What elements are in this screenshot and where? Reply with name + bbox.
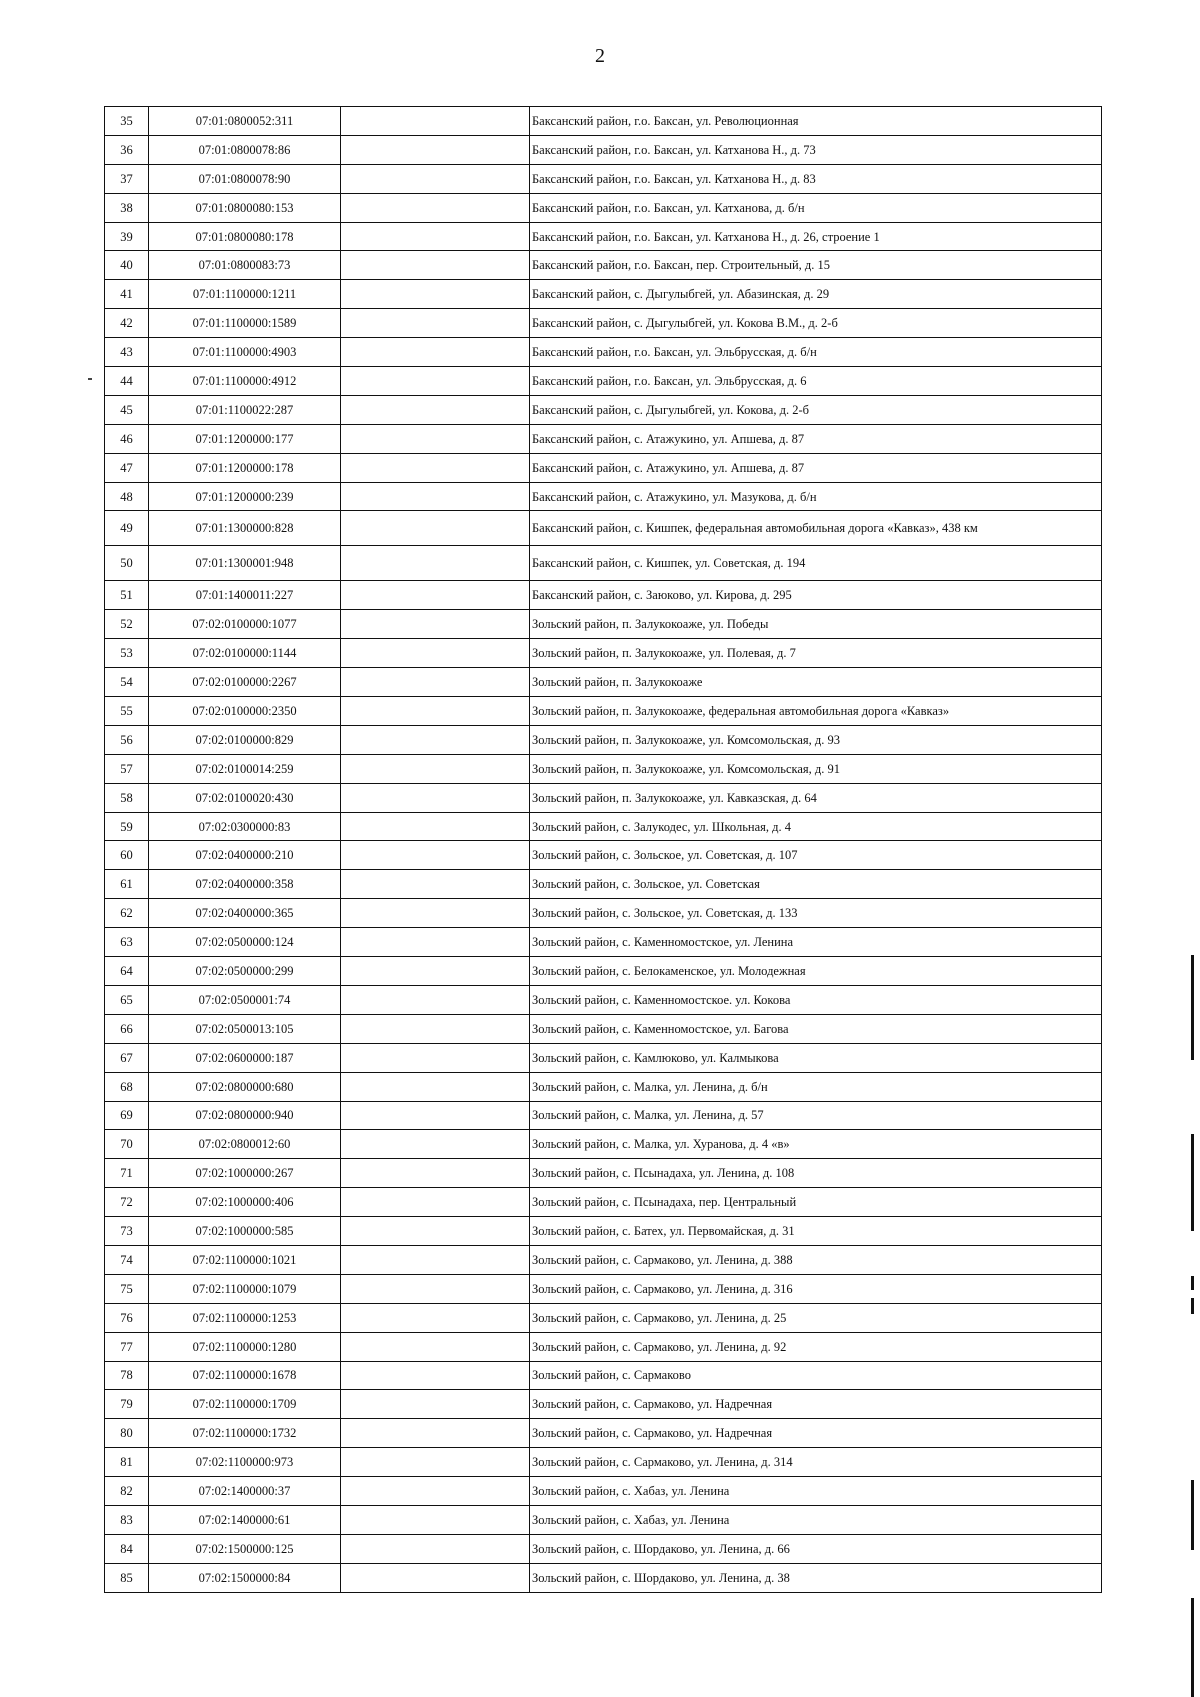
cadastral-number-cell: 07:02:0500001:74 xyxy=(149,985,341,1014)
address-cell: Баксанский район, г.о. Баксан, ул. Эльбрусская, д. б/н xyxy=(530,338,1102,367)
row-number-cell: 80 xyxy=(105,1419,149,1448)
table-row xyxy=(105,1245,1102,1274)
address-cell: Баксанский район, с. Дыгулыбгей, ул. Кокова, д. 2-б xyxy=(530,395,1102,424)
cadastral-number-cell: 07:02:0100000:829 xyxy=(149,725,341,754)
cadastral-number-cell: 07:02:0100014:259 xyxy=(149,754,341,783)
row-number-cell: 39 xyxy=(105,222,149,251)
empty-cell xyxy=(341,1303,530,1332)
address-cell: Зольский район, с. Малка, ул. Хуранова, д. 4 «в» xyxy=(530,1130,1102,1159)
cadastral-number-cell: 07:02:1400000:37 xyxy=(149,1477,341,1506)
cadastral-number-cell: 07:02:0500000:299 xyxy=(149,957,341,986)
empty-cell xyxy=(341,1477,530,1506)
row-number-cell: 68 xyxy=(105,1072,149,1101)
empty-cell xyxy=(341,812,530,841)
table-row xyxy=(105,1505,1102,1534)
row-number-cell: 64 xyxy=(105,957,149,986)
address-cell: Зольский район, п. Залукокоаже, ул. Комсомольская, д. 93 xyxy=(530,725,1102,754)
land-plot-table xyxy=(104,106,1102,1593)
empty-cell xyxy=(341,783,530,812)
table-row xyxy=(105,395,1102,424)
address-cell: Зольский район, с. Камлюково, ул. Калмыкова xyxy=(530,1043,1102,1072)
table-body xyxy=(105,107,1102,1593)
empty-cell xyxy=(341,222,530,251)
cadastral-number-cell: 07:01:1200000:178 xyxy=(149,453,341,482)
row-number-cell: 56 xyxy=(105,725,149,754)
cadastral-number-cell: 07:02:1400000:61 xyxy=(149,1505,341,1534)
address-cell: Зольский район, с. Сармаково, ул. Ленина, д. 314 xyxy=(530,1448,1102,1477)
address-cell: Зольский район, с. Шордаково, ул. Ленина, д. 66 xyxy=(530,1534,1102,1563)
row-number-cell: 37 xyxy=(105,164,149,193)
table-row xyxy=(105,610,1102,639)
empty-cell xyxy=(341,511,530,546)
empty-cell xyxy=(341,985,530,1014)
table-row xyxy=(105,1130,1102,1159)
table-row xyxy=(105,367,1102,396)
cadastral-number-cell: 07:01:1200000:177 xyxy=(149,424,341,453)
row-number-cell: 81 xyxy=(105,1448,149,1477)
row-number-cell: 76 xyxy=(105,1303,149,1332)
row-number-cell: 70 xyxy=(105,1130,149,1159)
cadastral-number-cell: 07:01:1300001:948 xyxy=(149,546,341,581)
row-number-cell: 73 xyxy=(105,1217,149,1246)
table-row xyxy=(105,280,1102,309)
scan-edge-mark xyxy=(1191,1598,1194,1697)
address-cell: Зольский район, с. Псынадаха, ул. Ленина, д. 108 xyxy=(530,1159,1102,1188)
address-cell: Зольский район, с. Сармаково xyxy=(530,1361,1102,1390)
table-row xyxy=(105,783,1102,812)
empty-cell xyxy=(341,754,530,783)
row-number-cell: 60 xyxy=(105,841,149,870)
table-row xyxy=(105,899,1102,928)
address-cell: Зольский район, с. Сармаково, ул. Ленина, д. 388 xyxy=(530,1245,1102,1274)
address-cell: Баксанский район, г.о. Баксан, ул. Революционная xyxy=(530,107,1102,136)
address-cell: Зольский район, с. Каменномостское, ул. Ленина xyxy=(530,928,1102,957)
cadastral-number-cell: 07:02:1500000:125 xyxy=(149,1534,341,1563)
address-cell: Зольский район, с. Псынадаха, пер. Центральный xyxy=(530,1188,1102,1217)
row-number-cell: 67 xyxy=(105,1043,149,1072)
address-cell: Баксанский район, с. Дыгулыбгей, ул. Абазинская, д. 29 xyxy=(530,280,1102,309)
table-row xyxy=(105,1101,1102,1130)
row-number-cell: 71 xyxy=(105,1159,149,1188)
address-cell: Баксанский район, с. Кишпек, федеральная автомобильная дорога «Кавказ», 438 км xyxy=(530,511,1102,546)
row-number-cell: 82 xyxy=(105,1477,149,1506)
empty-cell xyxy=(341,697,530,726)
cadastral-number-cell: 07:02:1000000:406 xyxy=(149,1188,341,1217)
address-cell: Зольский район, с. Малка, ул. Ленина, д. б/н xyxy=(530,1072,1102,1101)
empty-cell xyxy=(341,1390,530,1419)
empty-cell xyxy=(341,395,530,424)
table-row xyxy=(105,870,1102,899)
row-number-cell: 40 xyxy=(105,251,149,280)
address-cell: Баксанский район, г.о. Баксан, ул. Катханова, д. б/н xyxy=(530,193,1102,222)
empty-cell xyxy=(341,164,530,193)
cadastral-number-cell: 07:02:1100000:1709 xyxy=(149,1390,341,1419)
row-number-cell: 59 xyxy=(105,812,149,841)
table-row xyxy=(105,985,1102,1014)
empty-cell xyxy=(341,1448,530,1477)
address-cell: Баксанский район, г.о. Баксан, ул. Эльбрусская, д. 6 xyxy=(530,367,1102,396)
table-row xyxy=(105,1419,1102,1448)
cadastral-number-cell: 07:02:0300000:83 xyxy=(149,812,341,841)
address-cell: Зольский район, с. Залукодес, ул. Школьная, д. 4 xyxy=(530,812,1102,841)
table-row xyxy=(105,957,1102,986)
table-row xyxy=(105,107,1102,136)
address-cell: Зольский район, с. Хабаз, ул. Ленина xyxy=(530,1505,1102,1534)
cadastral-number-cell: 07:02:0100020:430 xyxy=(149,783,341,812)
empty-cell xyxy=(341,1245,530,1274)
address-cell: Зольский район, с. Малка, ул. Ленина, д. 57 xyxy=(530,1101,1102,1130)
address-cell: Баксанский район, с. Кишпек, ул. Советская, д. 194 xyxy=(530,546,1102,581)
row-number-cell: 50 xyxy=(105,546,149,581)
empty-cell xyxy=(341,610,530,639)
cadastral-number-cell: 07:01:1100000:4912 xyxy=(149,367,341,396)
row-number-cell: 57 xyxy=(105,754,149,783)
address-cell: Зольский район, с. Сармаково, ул. Ленина, д. 92 xyxy=(530,1332,1102,1361)
address-cell: Зольский район, с. Шордаково, ул. Ленина, д. 38 xyxy=(530,1563,1102,1592)
row-number-cell: 75 xyxy=(105,1274,149,1303)
empty-cell xyxy=(341,1188,530,1217)
row-number-cell: 66 xyxy=(105,1014,149,1043)
table-row xyxy=(105,164,1102,193)
row-number-cell: 42 xyxy=(105,309,149,338)
empty-cell xyxy=(341,193,530,222)
empty-cell xyxy=(341,251,530,280)
table-row xyxy=(105,1072,1102,1101)
empty-cell xyxy=(341,1072,530,1101)
address-cell: Зольский район, с. Батех, ул. Первомайская, д. 31 xyxy=(530,1217,1102,1246)
scan-edge-mark xyxy=(1191,955,1194,1060)
empty-cell xyxy=(341,338,530,367)
scan-edge-mark xyxy=(1191,1298,1194,1314)
address-cell: Баксанский район, с. Атажукино, ул. Мазукова, д. б/н xyxy=(530,482,1102,511)
table-row xyxy=(105,1332,1102,1361)
address-cell: Зольский район, п. Залукокоаже, ул. Полевая, д. 7 xyxy=(530,639,1102,668)
table-row xyxy=(105,1217,1102,1246)
cadastral-number-cell: 07:01:0800080:178 xyxy=(149,222,341,251)
row-number-cell: 61 xyxy=(105,870,149,899)
empty-cell xyxy=(341,1419,530,1448)
cadastral-number-cell: 07:02:1500000:84 xyxy=(149,1563,341,1592)
row-number-cell: 51 xyxy=(105,581,149,610)
table-row xyxy=(105,1477,1102,1506)
table-row xyxy=(105,812,1102,841)
address-cell: Зольский район, с. Сармаково, ул. Надречная xyxy=(530,1390,1102,1419)
empty-cell xyxy=(341,899,530,928)
cadastral-number-cell: 07:02:0800000:680 xyxy=(149,1072,341,1101)
empty-cell xyxy=(341,1505,530,1534)
cadastral-number-cell: 07:01:1400011:227 xyxy=(149,581,341,610)
address-cell: Баксанский район, с. Атажукино, ул. Апшева, д. 87 xyxy=(530,453,1102,482)
table-row xyxy=(105,1448,1102,1477)
empty-cell xyxy=(341,1043,530,1072)
address-cell: Зольский район, п. Залукокоаже, ул. Победы xyxy=(530,610,1102,639)
cadastral-number-cell: 07:02:0400000:358 xyxy=(149,870,341,899)
empty-cell xyxy=(341,870,530,899)
empty-cell xyxy=(341,1101,530,1130)
address-cell: Зольский район, с. Каменномостское, ул. Багова xyxy=(530,1014,1102,1043)
row-number-cell: 78 xyxy=(105,1361,149,1390)
address-cell: Зольский район, с. Сармаково, ул. Надречная xyxy=(530,1419,1102,1448)
cadastral-number-cell: 07:01:1300000:828 xyxy=(149,511,341,546)
row-number-cell: 49 xyxy=(105,511,149,546)
cadastral-number-cell: 07:01:0800052:311 xyxy=(149,107,341,136)
empty-cell xyxy=(341,1563,530,1592)
table-row xyxy=(105,1159,1102,1188)
row-number-cell: 48 xyxy=(105,482,149,511)
address-cell: Зольский район, с. Каменномостское. ул. Кокова xyxy=(530,985,1102,1014)
cadastral-number-cell: 07:02:1100000:1280 xyxy=(149,1332,341,1361)
table-row xyxy=(105,453,1102,482)
cadastral-number-cell: 07:02:1100000:973 xyxy=(149,1448,341,1477)
row-number-cell: 84 xyxy=(105,1534,149,1563)
row-number-cell: 44 xyxy=(105,367,149,396)
row-number-cell: 72 xyxy=(105,1188,149,1217)
cadastral-number-cell: 07:02:0500000:124 xyxy=(149,928,341,957)
cadastral-number-cell: 07:02:0600000:187 xyxy=(149,1043,341,1072)
cadastral-number-cell: 07:02:0800000:940 xyxy=(149,1101,341,1130)
empty-cell xyxy=(341,639,530,668)
table-row xyxy=(105,725,1102,754)
table-row xyxy=(105,1390,1102,1419)
empty-cell xyxy=(341,135,530,164)
margin-tick xyxy=(88,378,92,380)
empty-cell xyxy=(341,1361,530,1390)
empty-cell xyxy=(341,1014,530,1043)
address-cell: Баксанский район, г.о. Баксан, ул. Катханова Н., д. 73 xyxy=(530,135,1102,164)
cadastral-number-cell: 07:02:1000000:585 xyxy=(149,1217,341,1246)
table-row xyxy=(105,581,1102,610)
table-row xyxy=(105,1274,1102,1303)
table-row xyxy=(105,639,1102,668)
table-row xyxy=(105,1361,1102,1390)
row-number-cell: 54 xyxy=(105,668,149,697)
cadastral-number-cell: 07:01:1100000:1589 xyxy=(149,309,341,338)
empty-cell xyxy=(341,367,530,396)
table-row xyxy=(105,841,1102,870)
cadastral-number-cell: 07:01:1100022:287 xyxy=(149,395,341,424)
row-number-cell: 79 xyxy=(105,1390,149,1419)
address-cell: Баксанский район, г.о. Баксан, ул. Катханова Н., д. 83 xyxy=(530,164,1102,193)
row-number-cell: 52 xyxy=(105,610,149,639)
cadastral-number-cell: 07:02:0100000:2350 xyxy=(149,697,341,726)
empty-cell xyxy=(341,1332,530,1361)
empty-cell xyxy=(341,581,530,610)
empty-cell xyxy=(341,309,530,338)
cadastral-number-cell: 07:02:0500013:105 xyxy=(149,1014,341,1043)
address-cell: Баксанский район, с. Дыгулыбгей, ул. Кокова В.М., д. 2-б xyxy=(530,309,1102,338)
row-number-cell: 55 xyxy=(105,697,149,726)
row-number-cell: 65 xyxy=(105,985,149,1014)
address-cell: Зольский район, п. Залукокоаже, ул. Комсомольская, д. 91 xyxy=(530,754,1102,783)
cadastral-number-cell: 07:02:0800012:60 xyxy=(149,1130,341,1159)
table-row xyxy=(105,309,1102,338)
table-row xyxy=(105,222,1102,251)
cadastral-number-cell: 07:02:0400000:210 xyxy=(149,841,341,870)
empty-cell xyxy=(341,1534,530,1563)
row-number-cell: 45 xyxy=(105,395,149,424)
table-row xyxy=(105,135,1102,164)
table-row xyxy=(105,482,1102,511)
cadastral-number-cell: 07:02:1100000:1678 xyxy=(149,1361,341,1390)
table-row xyxy=(105,1043,1102,1072)
row-number-cell: 85 xyxy=(105,1563,149,1592)
cadastral-number-cell: 07:01:1100000:1211 xyxy=(149,280,341,309)
table-row xyxy=(105,1563,1102,1592)
cadastral-number-cell: 07:02:1100000:1253 xyxy=(149,1303,341,1332)
table-row xyxy=(105,338,1102,367)
table-row xyxy=(105,546,1102,581)
row-number-cell: 77 xyxy=(105,1332,149,1361)
address-cell: Баксанский район, с. Атажукино, ул. Апшева, д. 87 xyxy=(530,424,1102,453)
empty-cell xyxy=(341,725,530,754)
address-cell: Баксанский район, г.о. Баксан, ул. Катханова Н., д. 26, строение 1 xyxy=(530,222,1102,251)
scan-edge-mark xyxy=(1191,1480,1194,1550)
table-row xyxy=(105,1303,1102,1332)
row-number-cell: 35 xyxy=(105,107,149,136)
row-number-cell: 63 xyxy=(105,928,149,957)
table-row xyxy=(105,1188,1102,1217)
row-number-cell: 74 xyxy=(105,1245,149,1274)
address-cell: Зольский район, с. Сармаково, ул. Ленина, д. 316 xyxy=(530,1274,1102,1303)
cadastral-number-cell: 07:01:0800078:86 xyxy=(149,135,341,164)
empty-cell xyxy=(341,424,530,453)
cadastral-number-cell: 07:02:0100000:1144 xyxy=(149,639,341,668)
empty-cell xyxy=(341,668,530,697)
row-number-cell: 38 xyxy=(105,193,149,222)
address-cell: Зольский район, с. Зольское, ул. Советская, д. 107 xyxy=(530,841,1102,870)
cadastral-number-cell: 07:01:0800080:153 xyxy=(149,193,341,222)
row-number-cell: 53 xyxy=(105,639,149,668)
empty-cell xyxy=(341,546,530,581)
cadastral-number-cell: 07:02:1000000:267 xyxy=(149,1159,341,1188)
address-cell: Зольский район, с. Зольское, ул. Советская, д. 133 xyxy=(530,899,1102,928)
empty-cell xyxy=(341,841,530,870)
page-number: 2 xyxy=(595,45,605,67)
row-number-cell: 43 xyxy=(105,338,149,367)
address-cell: Зольский район, с. Зольское, ул. Советская xyxy=(530,870,1102,899)
row-number-cell: 83 xyxy=(105,1505,149,1534)
address-cell: Баксанский район, г.о. Баксан, пер. Строительный, д. 15 xyxy=(530,251,1102,280)
cadastral-number-cell: 07:02:0100000:2267 xyxy=(149,668,341,697)
empty-cell xyxy=(341,1130,530,1159)
empty-cell xyxy=(341,107,530,136)
cadastral-number-cell: 07:02:1100000:1021 xyxy=(149,1245,341,1274)
empty-cell xyxy=(341,957,530,986)
table-row xyxy=(105,928,1102,957)
row-number-cell: 46 xyxy=(105,424,149,453)
cadastral-number-cell: 07:01:1200000:239 xyxy=(149,482,341,511)
cadastral-number-cell: 07:02:1100000:1079 xyxy=(149,1274,341,1303)
address-cell: Зольский район, п. Залукокоаже, федеральная автомобильная дорога «Кавказ» xyxy=(530,697,1102,726)
empty-cell xyxy=(341,280,530,309)
address-cell: Зольский район, с. Сармаково, ул. Ленина, д. 25 xyxy=(530,1303,1102,1332)
row-number-cell: 41 xyxy=(105,280,149,309)
scan-edge-mark xyxy=(1191,1276,1194,1290)
empty-cell xyxy=(341,1217,530,1246)
cadastral-number-cell: 07:01:0800078:90 xyxy=(149,164,341,193)
table-row xyxy=(105,251,1102,280)
table-row xyxy=(105,754,1102,783)
table-row xyxy=(105,697,1102,726)
row-number-cell: 36 xyxy=(105,135,149,164)
empty-cell xyxy=(341,928,530,957)
cadastral-number-cell: 07:02:0100000:1077 xyxy=(149,610,341,639)
empty-cell xyxy=(341,1159,530,1188)
empty-cell xyxy=(341,1274,530,1303)
address-cell: Зольский район, с. Белокаменское, ул. Молодежная xyxy=(530,957,1102,986)
address-cell: Зольский район, с. Хабаз, ул. Ленина xyxy=(530,1477,1102,1506)
table-row xyxy=(105,193,1102,222)
row-number-cell: 47 xyxy=(105,453,149,482)
empty-cell xyxy=(341,453,530,482)
cadastral-number-cell: 07:01:0800083:73 xyxy=(149,251,341,280)
cadastral-number-cell: 07:02:0400000:365 xyxy=(149,899,341,928)
table-row xyxy=(105,424,1102,453)
address-cell: Зольский район, п. Залукокоаже, ул. Кавказская, д. 64 xyxy=(530,783,1102,812)
table-row xyxy=(105,1534,1102,1563)
table-row xyxy=(105,1014,1102,1043)
cadastral-number-cell: 07:02:1100000:1732 xyxy=(149,1419,341,1448)
row-number-cell: 69 xyxy=(105,1101,149,1130)
address-cell: Баксанский район, с. Заюково, ул. Кирова, д. 295 xyxy=(530,581,1102,610)
cadastral-number-cell: 07:01:1100000:4903 xyxy=(149,338,341,367)
table-row xyxy=(105,668,1102,697)
address-cell: Зольский район, п. Залукокоаже xyxy=(530,668,1102,697)
table-row xyxy=(105,511,1102,546)
scan-edge-mark xyxy=(1191,1134,1194,1231)
empty-cell xyxy=(341,482,530,511)
row-number-cell: 62 xyxy=(105,899,149,928)
row-number-cell: 58 xyxy=(105,783,149,812)
